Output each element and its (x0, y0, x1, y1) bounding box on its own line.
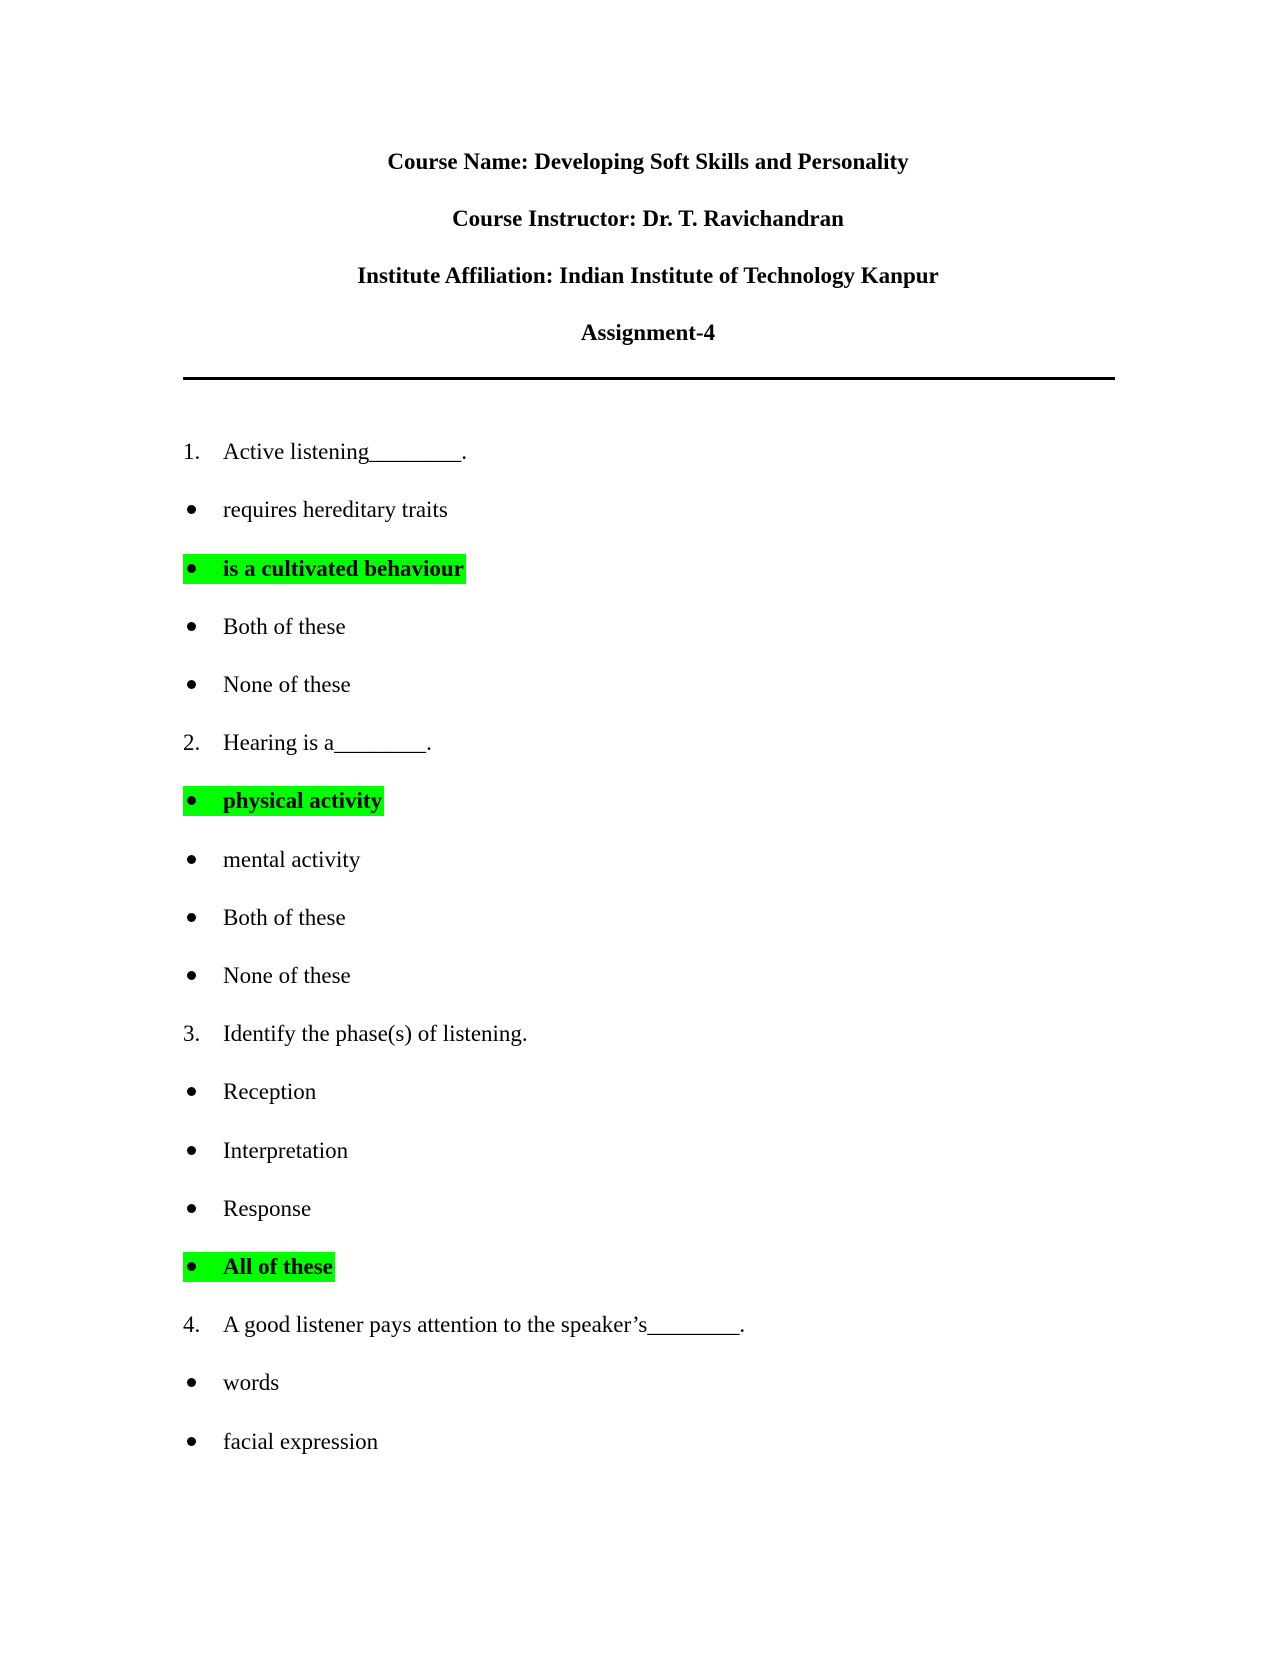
option-item-highlighted (183, 554, 466, 584)
option-item (183, 1194, 311, 1224)
question-2 (183, 728, 432, 758)
option-text: facial expression (223, 1429, 379, 1454)
course-instructor: Course Instructor: Dr. T. Ravichandran (452, 206, 844, 231)
option-text: None of these (223, 672, 351, 697)
option-item (183, 903, 346, 933)
option-text: is a cultivated behaviour (223, 556, 464, 581)
bullet-icon (187, 1146, 196, 1155)
option-item (183, 1077, 316, 1107)
option-item (183, 961, 351, 991)
bullet-icon (187, 680, 196, 689)
option-text: physical activity (223, 788, 383, 813)
bullet-icon (187, 913, 196, 922)
bullet-icon (187, 505, 196, 514)
question-4 (183, 1310, 745, 1340)
question-number: 1. (183, 439, 201, 464)
option-text: requires hereditary traits (223, 497, 448, 522)
question-number: 2. (183, 730, 201, 755)
question-3 (183, 1019, 528, 1049)
option-text: mental activity (223, 847, 361, 872)
course-name: Course Name: Developing Soft Skills and Personality (387, 149, 909, 174)
bullet-icon (187, 1437, 196, 1446)
option-item (183, 495, 448, 525)
bullet-icon (187, 855, 196, 864)
institute-affiliation: Institute Affiliation: Indian Institute of Technology Kanpur (357, 263, 939, 288)
option-item (183, 1136, 348, 1166)
bullet-icon (187, 796, 196, 805)
bullet-icon (187, 971, 196, 980)
option-text: words (223, 1370, 280, 1395)
assignment-title: Assignment-4 (580, 320, 716, 345)
option-text: None of these (223, 963, 351, 988)
option-item (183, 1427, 378, 1457)
option-text: Reception (223, 1079, 317, 1104)
bullet-icon (187, 1378, 196, 1387)
option-item-highlighted (183, 786, 384, 816)
option-item (183, 845, 360, 875)
option-text: Response (223, 1196, 312, 1221)
option-text: Interpretation (223, 1138, 349, 1163)
question-text: A good listener pays attention to the speaker’s________. (223, 1312, 746, 1337)
question-1 (183, 437, 467, 467)
option-item (183, 612, 346, 642)
question-number: 3. (183, 1021, 201, 1046)
question-text: Identify the phase(s) of listening. (223, 1021, 528, 1046)
option-item (183, 670, 351, 700)
header-divider (183, 377, 1115, 380)
bullet-icon (187, 1087, 196, 1096)
option-item-highlighted (183, 1252, 335, 1282)
bullet-icon (187, 1204, 196, 1213)
option-text: Both of these (223, 905, 346, 930)
bullet-icon (187, 564, 196, 573)
bullet-icon (187, 1262, 196, 1271)
question-text: Active listening________. (223, 439, 468, 464)
option-text: Both of these (223, 614, 346, 639)
bullet-icon (187, 622, 196, 631)
option-item (183, 1368, 279, 1398)
question-text: Hearing is a________. (223, 730, 432, 755)
option-text: All of these (223, 1254, 333, 1279)
question-number: 4. (183, 1312, 201, 1337)
